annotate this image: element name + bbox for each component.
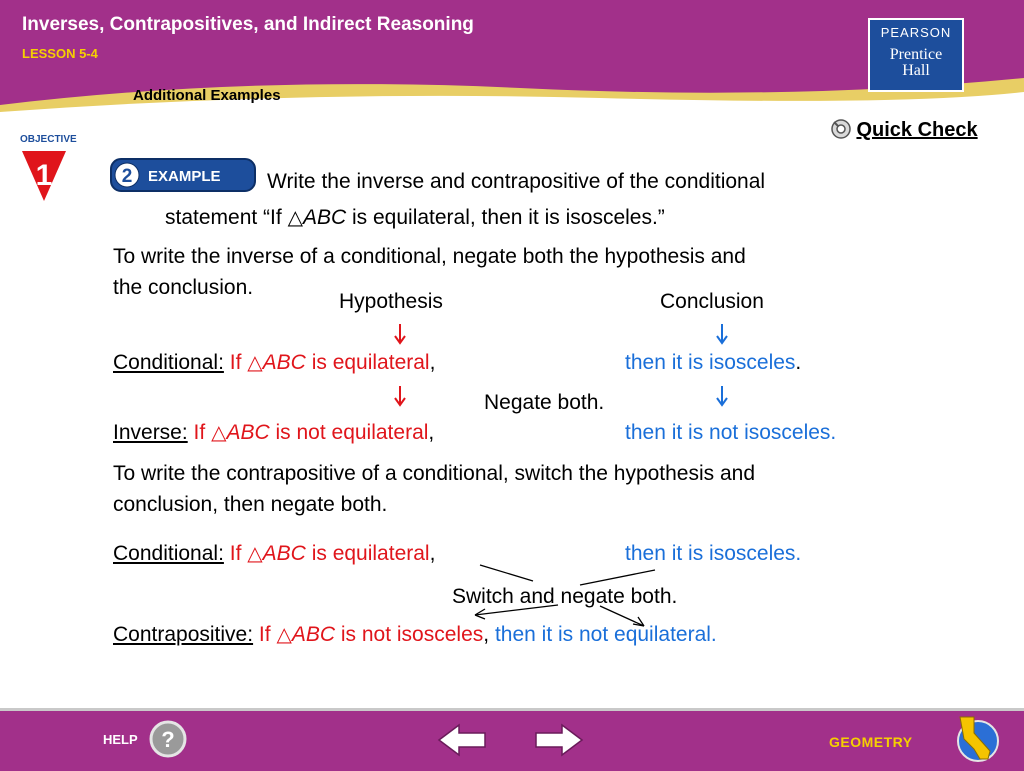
conditional-conclusion-1 [625, 351, 801, 375]
problem-line-2 [165, 206, 665, 230]
triangle-icon: △ [211, 422, 227, 444]
conditional-abc: ABC [262, 351, 306, 374]
inverse-abc: ABC [226, 421, 270, 444]
conditional-if: If [229, 542, 242, 565]
example-badge [110, 158, 256, 192]
inverse-intro-line-1: To write the inverse of a conditional, negate both the hypothesis and [113, 245, 746, 268]
triangle-icon: △ [247, 352, 263, 374]
subject-label: GEOMETRY [829, 734, 913, 750]
objective-badge [20, 134, 90, 205]
conditional-row-1 [113, 351, 435, 375]
triangle-icon: △ [247, 543, 263, 565]
down-arrow-icon [392, 384, 408, 408]
inverse-hypothesis: is not equilateral [275, 421, 429, 444]
contra-intro-line-1: To write the contrapositive of a conditional, switch the hypothesis and [113, 462, 756, 485]
contra-intro-line-2: conclusion, then negate both. [113, 493, 388, 516]
inverse-if: If [193, 421, 206, 444]
switch-negate-label: Switch and negate both. [452, 585, 678, 608]
california-globe-icon [952, 713, 1002, 765]
logo-line-1: PEARSON [880, 25, 952, 40]
help-icon: ? [161, 727, 175, 752]
triangle-icon: △ [276, 624, 292, 646]
conditional-if: If [229, 351, 242, 374]
previous-arrow-button[interactable] [437, 722, 489, 758]
conditional-hypothesis: is equilateral [311, 351, 430, 374]
publisher-logo [868, 18, 964, 92]
contrapositive-row [113, 623, 717, 647]
negate-both-label: Negate both. [484, 391, 605, 414]
problem-line-1: Write the inverse and contrapositive of the conditional [267, 170, 766, 193]
lesson-label: LESSON 5-4 [22, 46, 98, 61]
problem-abc: ABC [302, 206, 347, 229]
quick-check-icon [830, 118, 852, 140]
contrapositive-abc: ABC [291, 623, 336, 646]
conditional-label: Conditional: [113, 351, 224, 374]
section-subtitle: Additional Examples [133, 87, 281, 104]
help-button[interactable] [148, 719, 188, 759]
conditional-comma: , [429, 351, 436, 374]
example-number: 2 [121, 166, 133, 187]
conditional-comma: , [429, 542, 436, 565]
contrapositive-conclusion: then it is not equilateral. [494, 623, 717, 646]
page-title: Inverses, Contrapositives, and Indirect Reasoning [22, 14, 474, 35]
inverse-conclusion: then it is not isosceles. [625, 421, 837, 444]
example-label: EXAMPLE [148, 168, 221, 185]
hypothesis-label: Hypothesis [339, 290, 443, 313]
next-arrow-button[interactable] [532, 722, 584, 758]
inverse-intro-line-2: the conclusion. [113, 276, 254, 299]
objective-triangle-icon [20, 147, 80, 205]
down-arrow-icon [714, 384, 730, 408]
conditional-period: . [795, 351, 802, 374]
conditional-hypothesis: is equilateral [311, 542, 430, 565]
conclusion-label: Conclusion [660, 290, 764, 313]
down-arrow-icon [392, 322, 408, 346]
contrapositive-if: If [258, 623, 271, 646]
contrapositive-comma: , [483, 623, 490, 646]
logo-line-3: Hall [902, 62, 930, 79]
conditional-then: then it is isosceles [625, 351, 796, 374]
inverse-label: Inverse: [113, 421, 188, 444]
objective-number: 1 [35, 159, 53, 192]
objective-label: OBJECTIVE [20, 134, 77, 145]
logo-line-2: Prentice [889, 46, 943, 63]
conditional-row-2 [113, 542, 435, 566]
inverse-comma: , [428, 421, 435, 444]
contrapositive-hypothesis: is not isosceles [340, 623, 484, 646]
quick-check-label[interactable]: Quick Check [856, 119, 978, 141]
problem-line-2-pre: statement “If [165, 206, 282, 229]
contrapositive-label: Contrapositive: [113, 623, 254, 646]
quick-check-link[interactable] [830, 118, 978, 142]
conditional-label: Conditional: [113, 542, 224, 565]
conditional-conclusion-2: then it is isosceles. [625, 542, 802, 565]
help-label[interactable]: HELP [103, 732, 138, 747]
down-arrow-icon [714, 322, 730, 346]
inverse-row [113, 421, 434, 445]
problem-line-2-post: is equilateral, then it is isosceles.” [351, 206, 665, 229]
triangle-icon: △ [287, 207, 303, 229]
conditional-abc: ABC [262, 542, 306, 565]
